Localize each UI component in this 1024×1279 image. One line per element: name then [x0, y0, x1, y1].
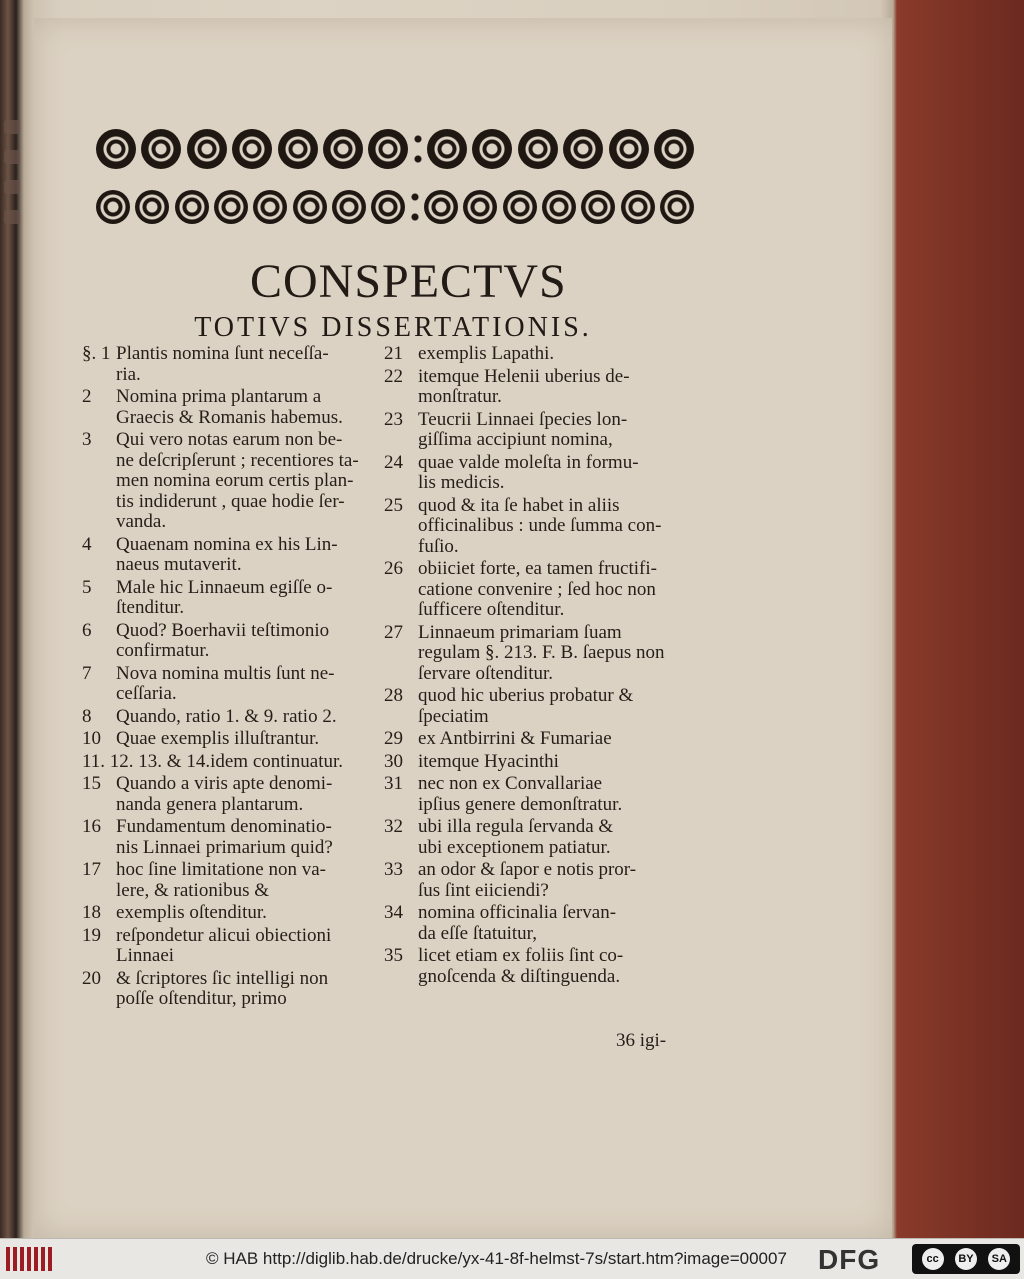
entry-number: 22: [384, 365, 403, 387]
entry-number: 20: [82, 967, 101, 989]
entry: [384, 946, 684, 987]
entry: [82, 903, 382, 924]
entry-text: Quod? Boerhavii teſtimonio confirmatur.: [116, 619, 330, 661]
entry-text: Quando a viris apte denomi- nanda genera plantarum.: [116, 773, 333, 815]
entry-number: 30: [384, 750, 403, 772]
entry-text: ubi illa regula ſervanda & ubi exceptionem patiatur.: [418, 816, 614, 858]
entry-number: 8: [82, 705, 92, 727]
entry-number: 19: [82, 924, 101, 946]
entry-text: reſpondetur alicui obiectioni Linnaei: [116, 924, 332, 966]
entry-text: an odor & ſapor e notis pror- ſus ſint eiiciendi?: [418, 859, 637, 901]
floral-ornament-band: [96, 120, 694, 244]
entry-text: Nova nomina multis ſunt ne- ceſſaria.: [116, 662, 335, 704]
cc-license-badge[interactable]: [912, 1244, 1020, 1274]
entry-text: Nomina prima plantarum a Graecis & Romanis habemus.: [116, 386, 343, 428]
entry-number: 6: [82, 619, 92, 641]
right-column: [384, 344, 684, 989]
entry: [82, 860, 382, 901]
entry: [82, 344, 382, 385]
entry-number: 21: [384, 343, 403, 364]
entry-number: 23: [384, 408, 403, 430]
viewer-footer: [0, 1238, 1024, 1279]
dfg-logo: DFG: [818, 1244, 881, 1275]
entry-number: 27: [384, 621, 403, 643]
entry: [82, 430, 382, 533]
entry-text: quod & ita ſe habet in aliis officinalibus : unde ſumma con- fuſio.: [418, 494, 662, 557]
entry-number: 5: [82, 576, 92, 598]
entry-text: hoc ſine limitatione non va- lere, & rationibus &: [116, 859, 327, 901]
entry: [384, 860, 684, 901]
entry-text: Qui vero notas earum non be- ne deſcripſerunt ; recentiores ta- men nomina eorum certis plan- tis indiderunt , quae hodie ſer- vanda.: [116, 429, 359, 532]
entry: [82, 387, 382, 428]
entry: [384, 903, 684, 944]
entry: [384, 344, 684, 365]
entry: [82, 817, 382, 858]
entry-text: Fundamentum denominatio- nis Linnaei primarium quid?: [116, 816, 333, 858]
entry-number: 16: [82, 816, 101, 837]
entry: [82, 926, 382, 967]
entry: [82, 578, 382, 619]
entry: [384, 817, 684, 858]
entry: [384, 623, 684, 685]
entry-number: 11. 12. 13. & 14.: [82, 750, 211, 772]
page-title: CONSPECTVS: [250, 255, 567, 308]
entry-text: Plantis nomina ſunt neceſſa- ria.: [116, 343, 329, 385]
entry: [384, 686, 684, 727]
entry: [82, 752, 382, 773]
entry-number: 25: [384, 494, 403, 516]
copyright-link[interactable]: © HAB http://diglib.hab.de/drucke/yx-41-8f-helmst-7s/start.htm?image=00007: [206, 1249, 787, 1268]
entry-number: 33: [384, 859, 403, 880]
entry-text: exemplis Lapathi.: [418, 343, 555, 364]
entry-text: quod hic uberius probatur & ſpeciatim: [418, 685, 634, 727]
entry: [384, 367, 684, 408]
adjacent-page-edge: [0, 110, 26, 370]
entry-text: nomina officinalia ſervan- da eſſe ſtatuitur,: [418, 902, 617, 944]
entry-number: §. 1: [82, 343, 111, 364]
entry-number: 18: [82, 902, 101, 923]
entry-number: 7: [82, 662, 92, 684]
entry-text: obiiciet forte, ea tamen fructifi- catione convenire ; ſed hoc non ſufficere oſtenditur.: [418, 558, 657, 620]
entry-text: & ſcriptores ſic intelligi non poſſe oſtenditur, primo: [116, 967, 329, 1009]
by-icon: BY: [955, 1248, 977, 1270]
page-subtitle: TOTIVS DISSERTATIONIS.: [194, 312, 592, 343]
entry-number: 26: [384, 558, 403, 579]
entry: [82, 707, 382, 728]
entry: [384, 410, 684, 451]
entry: [384, 496, 684, 558]
entry: [82, 969, 382, 1010]
entry-text: Male hic Linnaeum egiſſe o- ſtenditur.: [116, 576, 333, 618]
entry-number: 3: [82, 429, 92, 450]
entry: [82, 774, 382, 815]
entry-number: 31: [384, 773, 403, 794]
entry-number: 29: [384, 728, 403, 749]
entry: [384, 453, 684, 494]
entry-text: Linnaeum primariam ſuam regulam §. 213. F. B. ſaepus non ſervare oſtenditur.: [418, 621, 665, 684]
entry-text: quae valde moleſta in formu- lis medicis.: [418, 451, 639, 493]
entry: [82, 729, 382, 750]
entry-number: 2: [82, 386, 92, 407]
entry: [82, 664, 382, 705]
entry-text: Quae exemplis illuſtrantur.: [116, 728, 320, 749]
entry: [384, 729, 684, 750]
entry-text: itemque Hyacinthi: [418, 750, 559, 772]
entry-text: Quando, ratio 1. & 9. ratio 2.: [116, 705, 337, 727]
entry-text: ex Antbirrini & Fumariae: [418, 728, 612, 749]
left-column: [82, 344, 382, 1012]
entry-text: Teucrii Linnaei ſpecies lon- giſſima accipiunt nomina,: [418, 408, 628, 450]
entry-text: licet etiam ex foliis ſint co- gnoſcenda & diſtinguenda.: [418, 945, 624, 987]
entry: [384, 559, 684, 621]
entry: [82, 621, 382, 662]
entry-number: 28: [384, 685, 403, 706]
entry-number: 34: [384, 902, 403, 923]
entry: [384, 752, 684, 773]
entry-number: 17: [82, 859, 101, 880]
sa-icon: SA: [988, 1248, 1010, 1270]
entry-number: 4: [82, 533, 92, 555]
entry-number: 24: [384, 451, 403, 473]
entry-number: 35: [384, 945, 403, 966]
entry-number: 32: [384, 816, 403, 837]
catchword: 36 igi-: [616, 1030, 667, 1051]
entry-number: 10: [82, 728, 101, 749]
entry-number: 15: [82, 773, 101, 794]
entry-text: idem continuatur.: [210, 750, 344, 772]
entry: [82, 535, 382, 576]
entry-text: exemplis oſtenditur.: [116, 902, 267, 923]
entry-text: itemque Helenii uberius de- monſtratur.: [418, 365, 630, 407]
entry: [384, 774, 684, 815]
entry-text: nec non ex Convallariae ipſius genere demonſtratur.: [418, 773, 623, 815]
cc-icon: cc: [922, 1248, 944, 1270]
entry-text: Quaenam nomina ex his Lin- naeus mutaverit.: [116, 533, 338, 575]
hab-logo-icon: [6, 1247, 52, 1271]
